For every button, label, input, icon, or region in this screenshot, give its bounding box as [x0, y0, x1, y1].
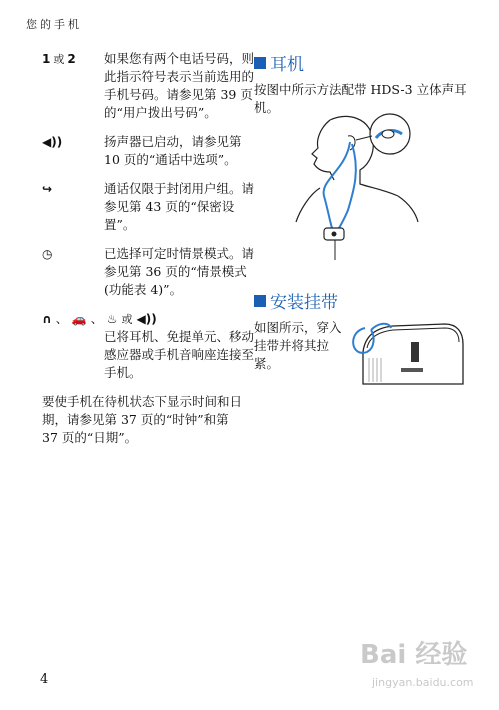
strap-title-text: 安装挂带 — [270, 293, 338, 313]
square-bullet-icon — [254, 295, 266, 307]
watermark: Bai 经验 — [360, 640, 468, 670]
line-indicator-symbols — [42, 50, 98, 69]
right-column — [254, 50, 474, 117]
speaker-stand-icon: ◀)) — [136, 312, 157, 326]
accessory-indicator-text: 已将耳机、免提单元、移动感应器或手机音响座连接至手机。 — [104, 329, 255, 380]
headset-section-title — [254, 50, 474, 75]
line-2-icon: 2 — [67, 52, 76, 66]
headset-section-text: 按图中所示方法配带 HDS-3 立体声耳机。 — [254, 82, 467, 115]
timed-profile-indicator-text: 已选择可定时情景模式。请参见第 36 页的“情景模式 (功能表 4)”。 — [104, 246, 255, 297]
separator: 、 — [90, 312, 103, 326]
line-indicator-text: 如果您有两个电话号码，则此指示符号表示当前选用的手机号码。请参见第 39 页的“用户拨出号码”。 — [104, 51, 255, 120]
strap-section-text: 如图所示，穿入挂带并将其拉紧。 — [254, 320, 342, 371]
motion-sensor-icon: ♨ — [106, 312, 118, 326]
clock-icon: ◷ — [42, 247, 53, 261]
indicator-cug-entry — [42, 180, 255, 234]
or-word: 或 — [121, 313, 133, 326]
headset-illustration — [290, 110, 460, 270]
watermark-url: jingyan.baidu.com — [372, 676, 474, 689]
accessory-symbols — [42, 310, 242, 328]
cug-indicator-text: 通话仅限于封闭用户组。请参见第 43 页的“保密设置”。 — [104, 181, 255, 232]
indicator-timed-profile-entry — [42, 245, 255, 299]
line-1-icon: 1 — [42, 52, 51, 66]
headset-title-text: 耳机 — [270, 55, 304, 75]
indicator-line-entry — [42, 50, 255, 122]
strap-section-title — [254, 288, 474, 313]
standby-time-paragraph: 要使手机在待机状态下显示时间和日期，请参见第 37 页的“时钟”和第 37 页的“日期”。 — [42, 394, 243, 445]
separator: 、 — [55, 312, 68, 326]
page-header: 您的手机 — [26, 18, 82, 31]
indicator-accessory-entry — [42, 310, 255, 382]
car-kit-icon: 🚗 — [71, 312, 87, 326]
strap-illustration — [345, 318, 469, 388]
square-bullet-icon — [254, 57, 266, 69]
closed-user-group-icon: ↪ — [42, 182, 53, 196]
status-indicators-column — [42, 50, 255, 447]
speaker-icon: ◀)) — [42, 135, 63, 149]
headset-icon: ∩ — [42, 312, 52, 326]
page-number: 4 — [40, 672, 49, 687]
indicator-speaker-entry — [42, 133, 242, 169]
speaker-indicator-text: 扬声器已启动，请参见第 10 页的“通话中选项”。 — [104, 134, 242, 167]
or-word: 或 — [53, 53, 65, 66]
